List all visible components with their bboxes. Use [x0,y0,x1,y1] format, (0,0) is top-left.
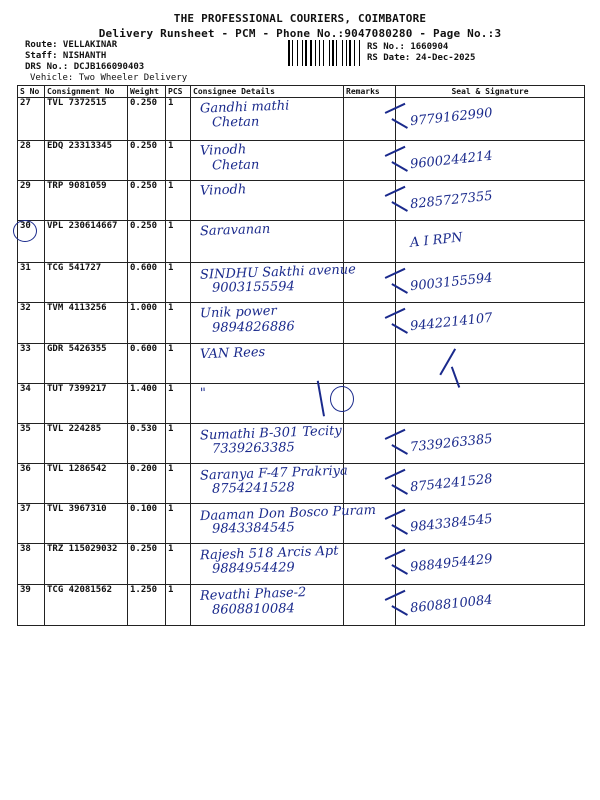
barcode-bar [315,40,316,66]
cell-weight: 1.400 [128,384,166,424]
barcode-bar [321,40,322,66]
table-row [18,98,585,141]
cell-consignment: VPL 230614667 [45,221,128,263]
circle-mark [13,220,37,242]
barcode-bar [352,40,353,66]
barcode-bar [299,40,301,66]
cell-remarks [344,181,396,221]
cell-remarks [344,141,396,181]
handwritten-consignee-line1: Vinodh [199,181,247,199]
cell-pcs: 1 [166,384,191,424]
col-header-weight: Weight [128,86,166,98]
handwritten-consignee-line1: Daaman Don Bosco Puram [199,502,377,524]
barcode-bar [329,40,330,66]
handwritten-consignee-line2: 8608810084 [211,600,295,618]
cell-pcs: 1 [166,181,191,221]
cell-weight: 0.530 [128,424,166,464]
barcode-bar [308,40,309,66]
handwritten-signature-phone: 8608810084 [409,592,494,616]
handwritten-consignee-line2: 7339263385 [211,439,295,457]
col-header-consignment: Consignment No [45,86,128,98]
cell-signature [396,384,585,424]
cell-weight: 0.200 [128,464,166,504]
cell-sno: 35 [18,424,45,464]
barcode-bar [348,40,349,66]
cell-sno: 38 [18,544,45,585]
cell-sno: 30 [18,221,45,263]
cell-weight: 0.600 [128,344,166,384]
barcode-bar [325,40,327,66]
barcode-bar [302,40,303,66]
handwritten-consignee-line2: Chetan [211,114,260,130]
table-header-row [18,86,585,98]
table-row [18,303,585,344]
cell-sno: 32 [18,303,45,344]
cell-sno: 34 [18,384,45,424]
cell-consignment: EDQ 23313345 [45,141,128,181]
cell-remarks [344,221,396,263]
barcode-bar [310,40,312,66]
cell-pcs: 1 [166,263,191,303]
barcode-bar [332,40,334,66]
drs-label: DRS No.: DCJB166090403 [25,62,145,72]
barcode-bar [338,40,340,66]
barcode-bar [292,40,293,66]
cell-pcs: 1 [166,585,191,626]
cell-remarks [344,98,396,141]
cell-sno: 33 [18,344,45,384]
cell-sno: 39 [18,585,45,626]
cell-remarks [344,344,396,384]
handwritten-signature-phone: 9843384545 [409,511,494,535]
cell-pcs: 1 [166,464,191,504]
cell-consignment: TCG 42081562 [45,585,128,626]
barcode-bar [335,40,336,66]
barcode-bar [294,40,296,66]
barcode-bar [361,40,362,66]
handwritten-signature-phone: 8754241528 [409,471,494,495]
handwritten-consignee-line2: 9884954429 [211,559,295,577]
handwritten-consignee-line1: Saranya F-47 Prakriya [199,462,348,484]
cell-pcs: 1 [166,504,191,544]
cell-consignment: TVL 7372515 [45,98,128,141]
handwritten-signature-phone: 9779162990 [409,105,494,129]
barcode-bar [319,40,320,66]
cell-weight: 0.250 [128,98,166,141]
rs-number: RS No.: 1660904 [367,42,449,52]
handwritten-consignee-line1: " [199,385,207,401]
table-row [18,344,585,384]
barcode-bar [330,40,331,66]
handwritten-consignee-line1: VAN Rees [199,344,266,362]
barcode-bar [323,40,325,66]
barcode-bar [359,40,361,66]
cell-consignment: TRP 9081059 [45,181,128,221]
cell-pcs: 1 [166,544,191,585]
handwritten-consignee-line2: 9894826886 [211,318,295,336]
cell-remarks [344,464,396,504]
table-row [18,221,585,263]
handwritten-signature-phone: 8285727355 [409,188,494,212]
cell-sno: 27 [18,98,45,141]
cell-remarks [344,544,396,585]
cell-consignment: TVL 224285 [45,424,128,464]
vehicle-label: Vehicle: Two Wheeler Delivery [30,73,188,83]
cell-remarks [344,303,396,344]
cell-pcs: 1 [166,98,191,141]
table-row [18,141,585,181]
handwritten-consignee-line2: 8754241528 [211,479,295,497]
cell-weight: 1.000 [128,303,166,344]
cell-remarks [344,424,396,464]
cell-sno: 31 [18,263,45,303]
col-header-pcs: PCS [166,86,191,98]
barcode-bar [317,40,319,66]
cell-consignment: TRZ 115029032 [45,544,128,585]
barcode-bar [291,40,292,66]
handwritten-consignee-line1: SINDHU Sakthi avenue [199,261,357,283]
cell-weight: 0.250 [128,141,166,181]
handwritten-consignee-line1: Vinodh [199,141,247,159]
cell-pcs: 1 [166,344,191,384]
col-header-sno: S No [18,86,45,98]
handwritten-consignee-line1: Gandhi mathi [199,97,290,117]
cell-remarks [344,585,396,626]
barcode-image [288,40,363,66]
cell-sno: 36 [18,464,45,504]
cell-consignment: TUT 7399217 [45,384,128,424]
cell-weight: 0.250 [128,221,166,263]
document-subtitle: Delivery Runsheet - PCM - Phone No.:9047080280 - Page No.:3 [98,27,502,40]
document-title: THE PROFESSIONAL COURIERS, COIMBATORE [173,12,427,25]
handwritten-consignee-line2: 9843384545 [211,519,295,537]
barcode-bar [288,40,290,66]
barcode-bar [342,40,343,66]
cell-consignment: TVL 1286542 [45,464,128,504]
handwritten-consignee-line1: Sumathi B-301 Tecity [199,423,342,443]
table-row [18,384,585,424]
barcode-bar [356,40,358,66]
handwritten-consignee-line1: Unik power [199,303,277,321]
handwritten-signature-phone: A I RPN [409,229,464,251]
col-header-remarks: Remarks [344,86,396,98]
barcode-bar [336,40,337,66]
cell-pcs: 1 [166,141,191,181]
route-label: Route: VELLAKINAR [25,40,118,50]
barcode-bar [304,40,305,66]
handwritten-signature-phone: 9442214107 [409,310,494,334]
circle-mark [330,386,354,412]
cell-consignment: TVM 4113256 [45,303,128,344]
cell-weight: 0.250 [128,181,166,221]
handwritten-consignee-line1: Saravanan [199,221,271,239]
handwritten-consignee-line1: Revathi Phase-2 [199,584,307,604]
cell-consignment: TVL 3967310 [45,504,128,544]
cell-signature [396,344,585,384]
barcode-bar [346,40,347,66]
barcode-bar [354,40,355,66]
handwritten-signature-phone: 9600244214 [409,148,494,172]
cell-consignment: TCG 541727 [45,263,128,303]
handwritten-consignee-line1: Rajesh 518 Arcis Apt [199,543,339,563]
cell-pcs: 1 [166,303,191,344]
barcode-bar [305,40,307,66]
staff-label: Staff: NISHANTH [25,51,107,61]
barcode-bar [349,40,351,66]
rs-date: RS Date: 24-Dec-2025 [367,53,476,63]
barcode-bar [313,40,314,66]
barcode-bar [343,40,345,66]
cell-consignment: GDR 5426355 [45,344,128,384]
handwritten-signature-phone: 7339263385 [409,431,494,455]
cell-sno: 29 [18,181,45,221]
cell-weight: 0.250 [128,544,166,585]
cell-pcs: 1 [166,424,191,464]
cell-pcs: 1 [166,221,191,263]
handwritten-signature-phone: 9884954429 [409,551,494,575]
cell-weight: 1.250 [128,585,166,626]
barcode-bar [297,40,298,66]
col-header-consignee: Consignee Details [191,86,344,98]
table-row [18,181,585,221]
col-header-signature: Seal & Signature [396,86,585,98]
handwritten-signature-phone: 9003155594 [409,270,494,294]
cell-weight: 0.100 [128,504,166,544]
handwritten-consignee-line2: 9003155594 [211,278,295,296]
cell-sno: 28 [18,141,45,181]
cell-sno: 37 [18,504,45,544]
cell-weight: 0.600 [128,263,166,303]
handwritten-consignee-line2: Chetan [211,157,260,173]
